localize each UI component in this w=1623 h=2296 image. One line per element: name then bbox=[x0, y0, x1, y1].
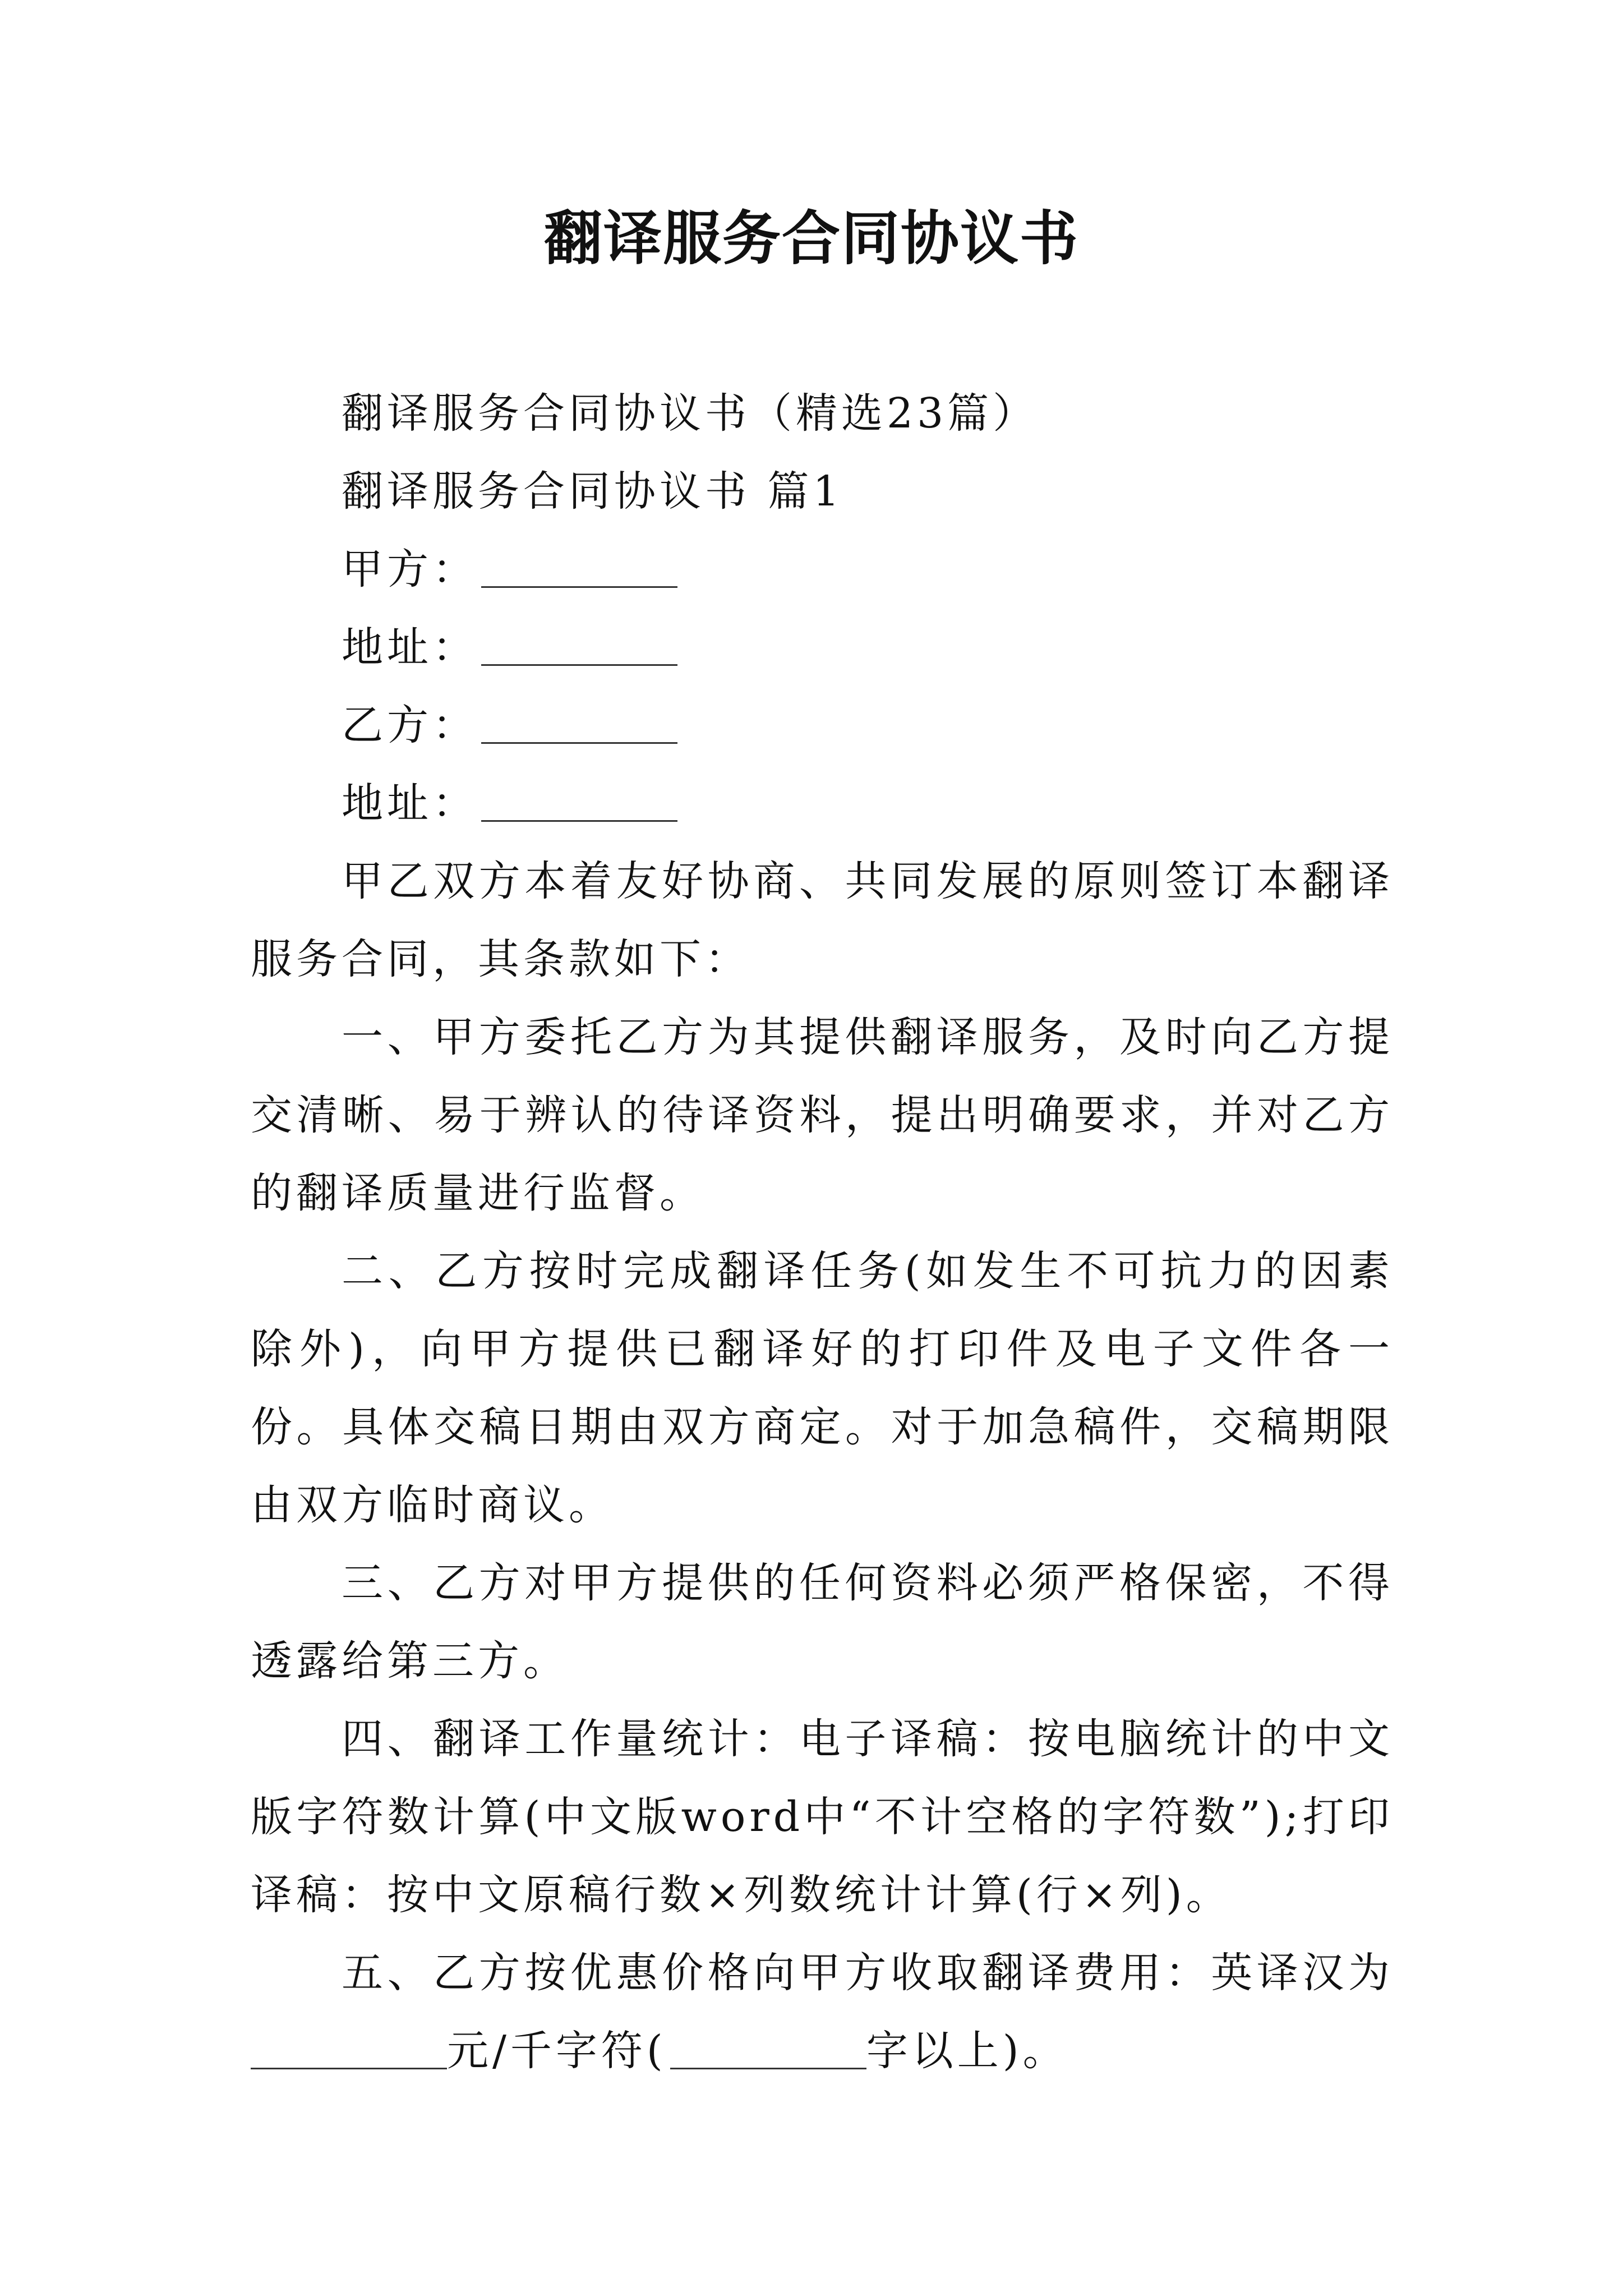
field-party-a bbox=[251, 531, 1394, 609]
clause-5-text-b: 元/千字符( bbox=[447, 2027, 667, 2075]
clause-1: 一、甲方委托乙方为其提供翻译服务，及时向乙方提交清晰、易于辨认的待译资料，提出明确要求，并对乙方的翻译质量进行监督。 bbox=[251, 1013, 1394, 1217]
field-label: 甲方： bbox=[342, 545, 478, 593]
blank-line bbox=[670, 2028, 866, 2069]
blank-line bbox=[481, 625, 677, 666]
field-label: 乙方： bbox=[342, 701, 478, 749]
subtitle: 翻译服务合同协议书（精选23篇） bbox=[342, 389, 1039, 438]
clause-5 bbox=[251, 1934, 1394, 2090]
clause-5-text-a: 五、乙方按优惠价格向甲方收取翻译费用：英译汉为 bbox=[342, 1949, 1394, 1997]
clause-3: 三、乙方对甲方提供的任何资料必须严格保密，不得透露给第三方。 bbox=[251, 1559, 1394, 1685]
field-label: 地址： bbox=[342, 779, 478, 827]
document-title: 翻译服务合同协议书 bbox=[543, 204, 1079, 273]
blank-line bbox=[481, 703, 677, 744]
field-address-a bbox=[251, 609, 1394, 687]
field-address-b bbox=[251, 765, 1394, 843]
blank-line bbox=[481, 781, 677, 822]
clause-2: 二、乙方按时完成翻译任务(如发生不可抗力的因素除外)，向甲方提供已翻译好的打印件及电子文件各一份。具体交稿日期由双方商定。对于加急稿件，交稿期限由双方临时商议。 bbox=[251, 1247, 1394, 1529]
field-party-b bbox=[251, 687, 1394, 765]
field-label: 地址： bbox=[342, 623, 478, 671]
blank-line bbox=[251, 2028, 447, 2069]
clause-4: 四、翻译工作量统计：电子译稿：按电脑统计的中文版字符数计算(中文版word中“不计空格的字符数”);打印译稿：按中文原稿行数×列数统计计算(行×列)。 bbox=[251, 1715, 1394, 1919]
blank-line bbox=[481, 547, 677, 588]
section-heading: 翻译服务合同协议书 篇1 bbox=[342, 467, 843, 516]
clause-5-text-c: 字以上)。 bbox=[866, 2027, 1068, 2075]
intro-paragraph: 甲乙双方本着友好协商、共同发展的原则签订本翻译服务合同，其条款如下： bbox=[251, 857, 1394, 983]
document-body bbox=[251, 375, 1394, 2090]
